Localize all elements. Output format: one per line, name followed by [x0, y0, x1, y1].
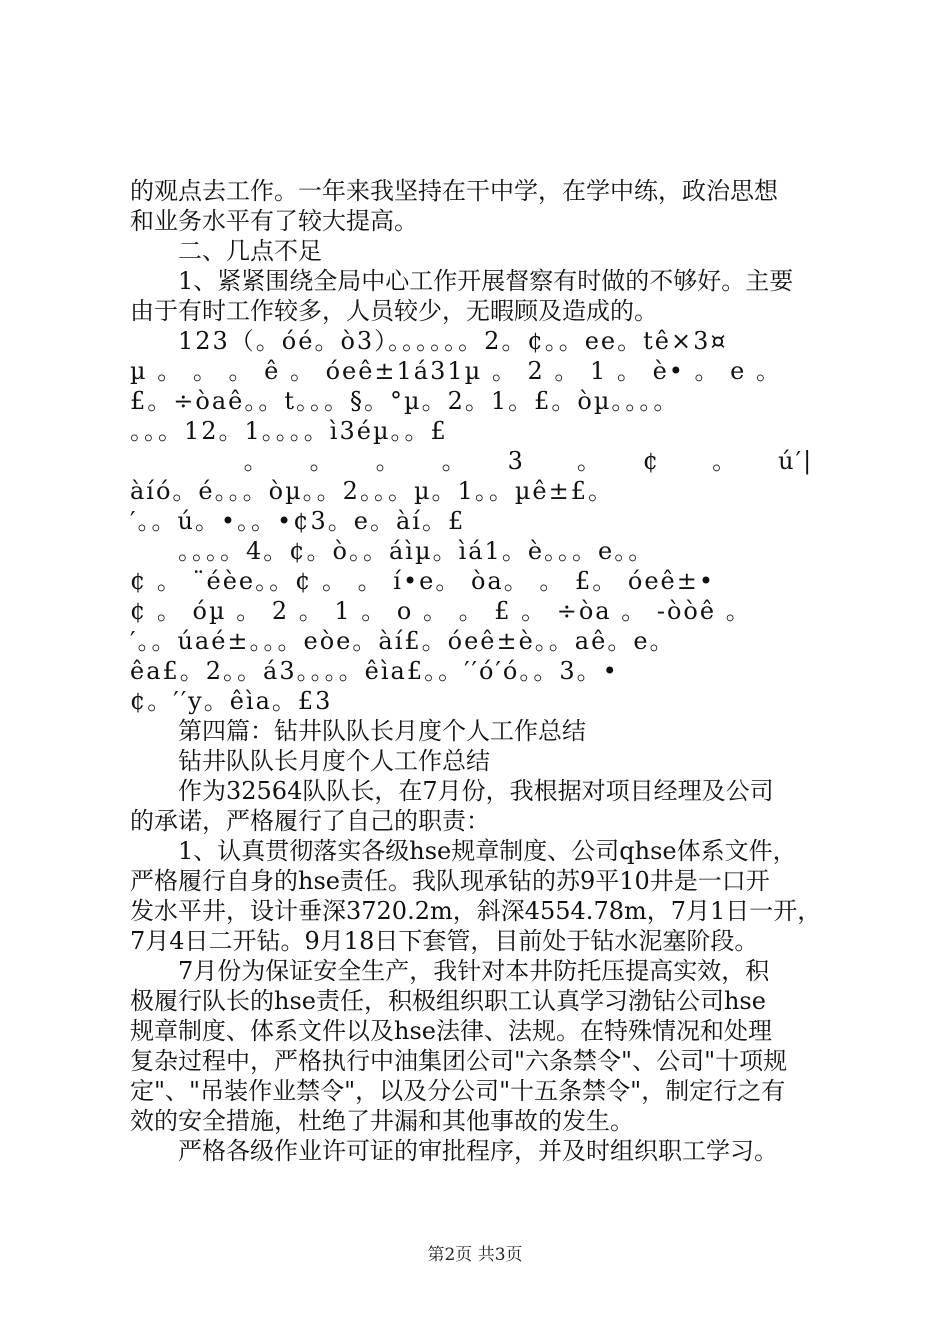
text-line: 第四篇：钻井队队长月度个人工作总结: [178, 717, 586, 745]
text-line: ′。。ú。•。。•¢3。e。àí。£: [130, 507, 466, 535]
text-line: 1、紧紧围绕全局中心工作开展督察有时做的不够好。主要: [178, 267, 794, 295]
text-line: 二、几点不足: [178, 237, 322, 265]
page-footer: 第2页 共3页: [427, 1245, 523, 1265]
text-line: 的观点去工作。一年来我坚持在干中学，在学中练，政治思想: [130, 177, 778, 205]
text-line: 。。。12。1。。。。ì3éµ。。£: [130, 417, 448, 445]
text-line: 1、认真贯彻落实各级hse规章制度、公司qhse体系文件，: [178, 837, 797, 865]
document-body: [130, 176, 830, 1166]
text-line: µ 。 。 。 ê 。 óeê±1á31µ 。 2 。 1 。 è• 。 e 。: [130, 357, 783, 385]
text-line: 7月4日二开钻。9月18日下套管，目前处于钻水泥塞阶段。: [130, 927, 759, 955]
text-line: 的承诺，严格履行了自己的职责：: [130, 807, 490, 835]
text-line: ¢。′′y。êìa。£3: [130, 687, 333, 715]
text-line: ¢ 。 óµ 。 2 。 1 。 o 。 。 £ 。 ÷òa 。 -òòê 。: [130, 597, 752, 625]
text-line: 钻井队队长月度个人工作总结: [178, 747, 490, 775]
text-line: 复杂过程中，严格执行中油集团公司"六条禁令"、公司"十项规: [130, 1047, 788, 1075]
text-line: 发水平井，设计垂深3720.2m，斜深4554.78m，7月1日一开，: [130, 897, 822, 925]
text-line: êa£。2。。á3。。。。êìa£。。′′ó′ó。。3。•: [130, 657, 619, 685]
text-line: 由于有时工作较多，人员较少，无暇顾及造成的。: [130, 297, 658, 325]
text-line: 和业务水平有了较大提高。: [130, 207, 418, 235]
text-line: 123（。óé。ò3）。。。。。。2。¢。。ee。tê×3¤: [178, 327, 728, 355]
text-line: àíó。é。。。òµ。。2。。。µ。1。。µê±£。: [130, 477, 614, 505]
text-line: 。。。。4。¢。ò。。áìµ。ìá1。è。。。e。。: [178, 537, 655, 565]
text-line: 效的安全措施，杜绝了井漏和其他事故的发生。: [130, 1107, 634, 1135]
text-line: 定"、"吊装作业禁令"，以及分公司"十五条禁令"，制定行之有: [130, 1077, 786, 1105]
text-line: 严格各级作业许可证的审批程序，并及时组织职工学习。: [178, 1137, 778, 1165]
text-line: ¢ 。 ¨éèe。。¢ 。 。 í•e。 òa。 。 £。 óeê±•: [130, 567, 715, 595]
text-line: 作为32564队队长，在7月份，我根据对项目经理及公司: [178, 777, 774, 805]
text-line: £。÷òaê。。t。。。§。°µ。2。1。£。òµ。。。。: [130, 387, 680, 415]
text-line: 严格履行自身的hse责任。我队现承钻的苏9平10井是一口开: [130, 867, 770, 895]
text-line: 。 。 。 。 3 。 ¢ 。 ú′|: [130, 447, 814, 475]
text-line: 规章制度、体系文件以及hse法律、法规。在特殊情况和处理: [130, 1017, 772, 1045]
text-line: 7月份为保证安全生产，我针对本井防托压提高实效，积: [178, 957, 770, 985]
text-line: ′。。úaé±。。。eòe。àí£。óeê±è。。aê。e。: [130, 627, 676, 655]
text-line: 极履行队长的hse责任，积极组织职工认真学习渤钻公司hse: [130, 987, 766, 1015]
